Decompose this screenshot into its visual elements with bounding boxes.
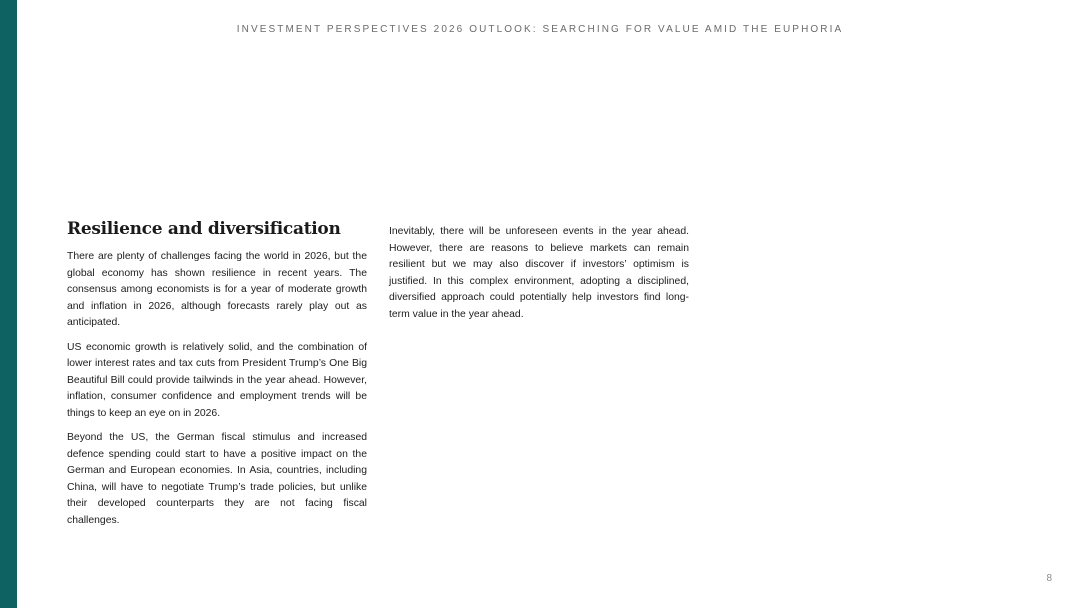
- section-heading: Resilience and diversification: [67, 219, 341, 239]
- body-paragraph: US economic growth is relatively solid, and the combination of lower interest rates and tax cuts from President Trump’s One Big Beautiful Bill could provide tailwinds in the year ahead. However, inflation, consumer confidence and employment trends will be things to keep an eye on in 2026.: [67, 341, 367, 419]
- page-number: 8: [1046, 573, 1052, 584]
- body-paragraph: Beyond the US, the German fiscal stimulus and increased defence spending could start to have a positive impact on the German and European economies. In Asia, countries, including China, will have to negotiate Trump’s trade policies, but unlike their developed counterparts they are not facing fiscal challenges.: [67, 432, 367, 526]
- running-header: INVESTMENT PERSPECTIVES 2026 OUTLOOK: SEARCHING FOR VALUE AMID THE EUPHORIA: [236, 24, 844, 35]
- accent-side-bar: [0, 0, 17, 608]
- left-column: [67, 219, 367, 537]
- right-column: [389, 224, 689, 331]
- body-paragraph: There are plenty of challenges facing the world in 2026, but the global economy has shown resilience in recent years. The consensus among economists is for a year of moderate growth and inflation in 2026, although forecasts rarely play out as anticipated.: [67, 251, 367, 328]
- body-paragraph: Inevitably, there will be unforeseen events in the year ahead. However, there are reasons to believe markets can remain resilient but we may also discover if investors’ optimism is justified. In this complex environment, adopting a disciplined, diversified approach could potentially help investors find long-term value in the year ahead.: [389, 226, 689, 320]
